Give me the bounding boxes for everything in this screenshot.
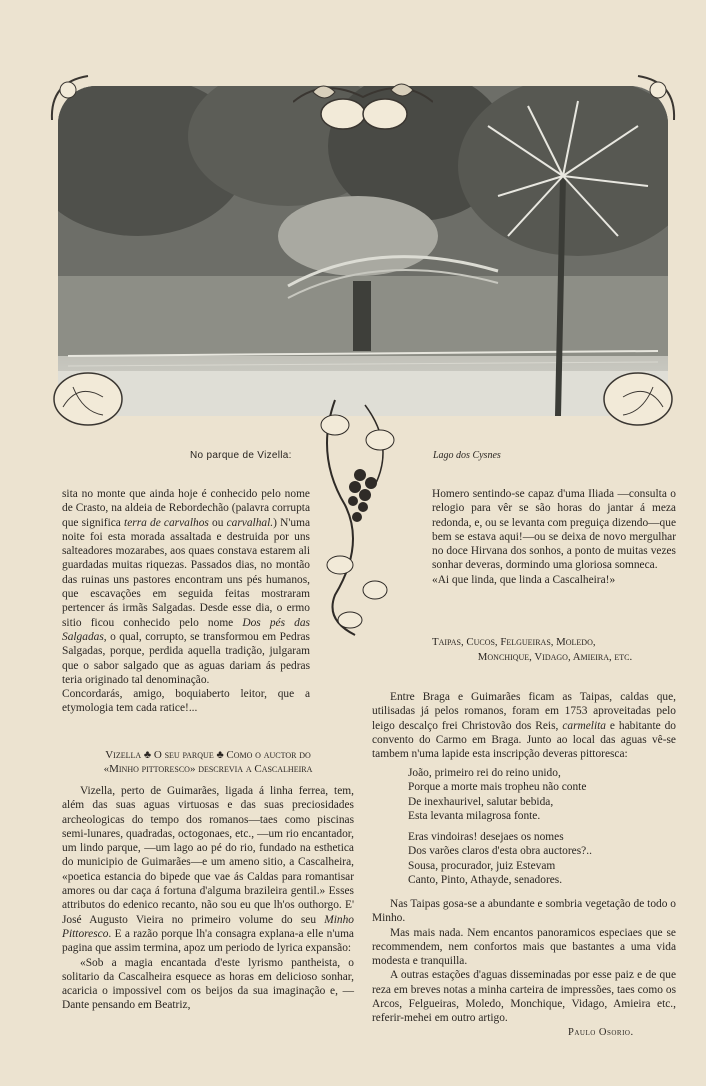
inscription-stanza-1: João, primeiro rei do reino unido, Porque a morte mais tropheu não conte De inexhaurivel, salutar bebida, Esta levanta milagrosa fonte. [408, 767, 587, 822]
corner-leaf-ornament-icon [598, 367, 678, 429]
paragraph: Homero sentindo-se capaz d'uma Iliada —consulta o relogio para vêr se são horas do jantar á meza redonda, e, ou se levanta com preguiça dizendo—que bem se estava aqui!—ou se deixa de novo mergulhar no doce Hirvana dos sonhos, a ponto de muitas vezes sonhar deveras, dormindo uma gloriosa somneca. [432, 488, 676, 572]
column-right-top [432, 487, 676, 587]
column-left-bottom [62, 784, 354, 1013]
section-heading: Vizella ♣ O seu parque ♣ Como o auctor do «Minho pittoresco» descrevia a Cascalheira [103, 749, 313, 775]
corner-leaf-ornament-icon [48, 367, 128, 429]
paragraph: Nas Taipas gosa-se a abundante e sombria vegetação de todo o Minho. [372, 898, 676, 925]
fruit-ornament-icon [293, 72, 433, 137]
corner-flourish-icon [632, 72, 678, 122]
inscription-stanza-2: Eras vindoiras! desejaes os nomes Dos varões claros d'esta obra auctores?.. Sousa, procurador, juiz Estevam Canto, Pinto, Athayde, senadores. [408, 831, 592, 886]
paragraph: Mas mais nada. Nem encantos panoramicos especiaes que se recommendem, nem confortos mais que bastantes a uma vida modesta e tranquilla. [372, 926, 676, 968]
column-right-bottom [372, 897, 676, 1026]
author-signature: Paulo Osorio. [568, 1027, 634, 1038]
vine-ornament-icon [305, 395, 415, 640]
corner-flourish-icon [48, 72, 94, 122]
paragraph: Entre Braga e Guimarães ficam as Taipas, caldas que, utilisadas já pelos romanos, foram em 1753 aproveitadas pelo leigo descalço frei Christovão dos Reis, carmelita e habitante do convento do Carmo em Braga. Junto ao local das aguas vê-se tambem n'uma lapide esta inscripção deveras pittoresca: [372, 691, 676, 761]
paragraph: Vizella, perto de Guimarães, ligada á linha ferrea, tem, além das suas aguas virtuosas e das suas preciosidades archeologicas do tempo dos romanos—taes como piscinas semi-lunares, quadradas, octogonaes, etc., —um rio encantador, um lindo parque, —um lago ao pé do rio, fundado na esthetica do municipio de Guimarães—e um ameno sitio, a Cascalheira, «poetica estancia do bipede que vae ás Caldas para romantisar amores ou dar caça á fortuna d'alguma brazileira gentil.» Esses attributos do edenico recanto, não sou eu que lh'os outhorgo. E' José Augusto Vieira no primeiro volume do seu Minho Pittoresco. E a razão porque lh'a consagra explana-a elle n'uma pagina que assim termina, apoz um periodo de lyrica expansão: [62, 785, 354, 955]
paragraph: «Ai que linda, que linda a Cascalheira!» [432, 573, 616, 586]
paragraph: A outras estações d'aguas disseminadas por esse paiz e de que reza em breves notas a minha carteira de impressões, taes como os Arcos, Felgueiras, Moledo, Monchique, Vidago, Amieira etc., referir-mehei em outro artigo. [372, 969, 676, 1025]
photo-frame [48, 72, 678, 432]
places-heading: Taipas, Cucos, Felgueiras, Moledo, Monchique, Vidago, Amieira, etc. [432, 636, 633, 663]
photo-caption-right: Lago dos Cysnes [433, 450, 501, 461]
paragraph: «Sob a magia encantada d'este lyrismo pantheista, o solitario da Cascalheira esquece as horas em delicioso sonhar, acaricia o impossivel com os beijos da sua imaginação e, —Dante pensando em Beatriz, [62, 956, 354, 1012]
paragraph: sita no monte que ainda hoje é conhecido pelo nome de Crasto, na aldeia de Rebordechão (palavra corrupta que significa terra de carvalhos ou carvalhal.) N'uma noite foi esta morada assaltada e destruida por uns salteadores mozarabes, aos quaes constava estarem ali guardadas muitas riquezas. Passados dias, no montão das ruinas uns pastores encontram uns pés humanos, que escavações em seguida feitas mostraram pertencer ás irmãs Salgadas. Desde esse dia, o ermo sitio ficou conhecido pelo nome Dos pés das Salgadas, o qual, corrupto, se transformou em Pedras Salgadas, porque, perdida aquella tradição, julgaram que o sabor salgado que as aguas dariam ás pedras teria originado tal denominação. [62, 488, 310, 686]
column-left-top [62, 487, 310, 716]
column-right-middle [372, 690, 676, 761]
photo-caption-left: No parque de Vizella: [190, 450, 292, 461]
paragraph: Concordarás, amigo, boquiaberto leitor, que a etymologia tem cada ratice!... [62, 688, 310, 715]
